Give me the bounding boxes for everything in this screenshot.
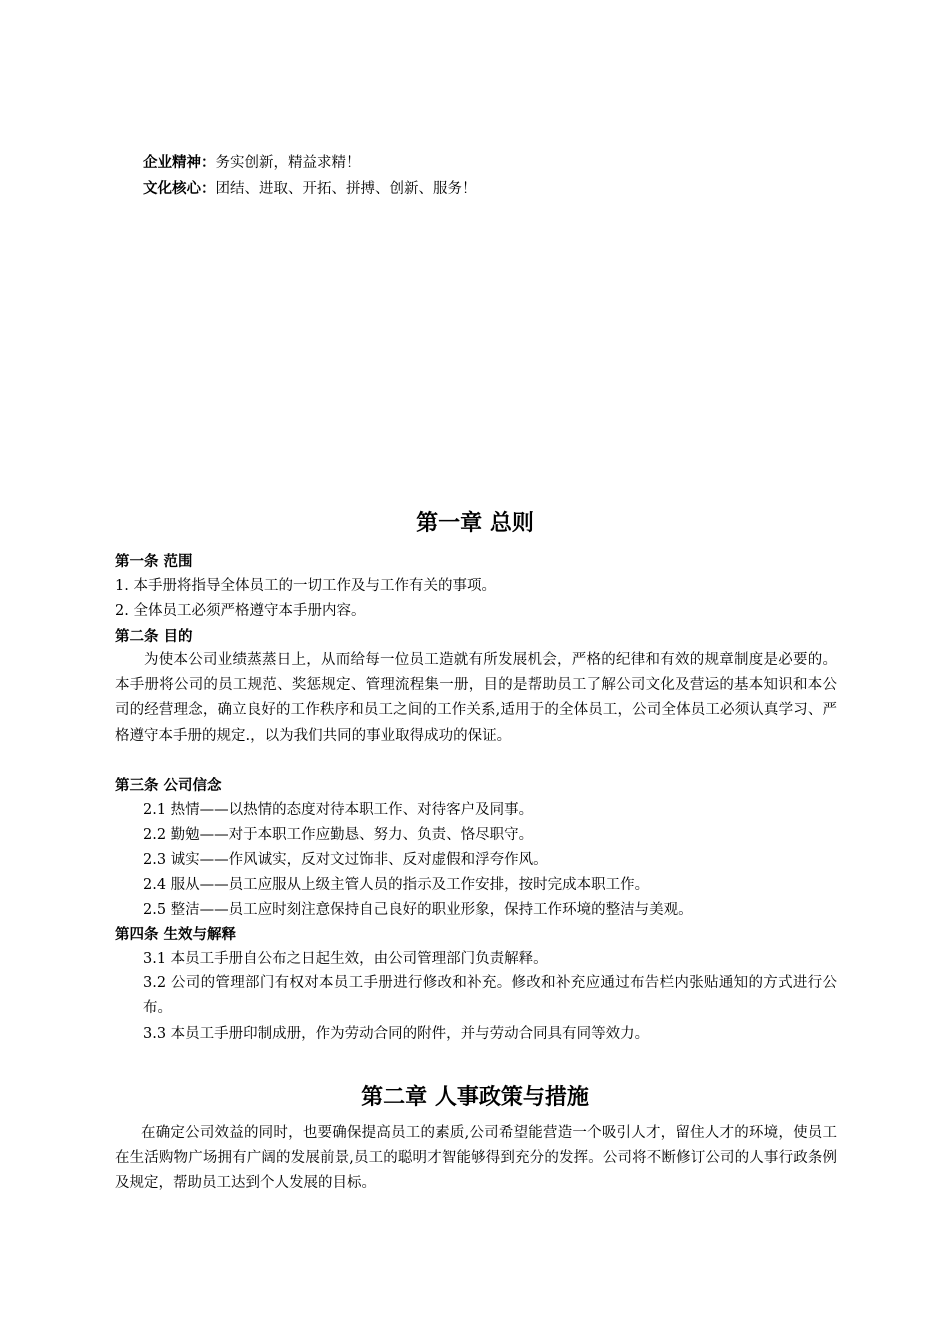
article1-item-1: 1. 本手册将指导全体员工的一切工作及与工作有关的事项。 <box>115 578 496 594</box>
chapter2-paragraph: 在确定公司效益的同时，也要确保提高员工的素质,公司希望能营造一个吸引人才，留住人才的环境，使员工在生活购物广场拥有广阔的发展前景,员工的聪明才智能够得到充分的发挥。公司将不断修订公司的人事行政条例及规定，帮助员工达到个人发展的目标。 <box>115 1125 837 1192</box>
enterprise-spirit-line <box>143 151 361 172</box>
article3-item-3: 2.3 诚实——作风诚实，反对文过饰非、反对虚假和浮夸作风。 <box>143 852 548 868</box>
culture-core-line <box>143 177 477 198</box>
article2-paragraph: 为使本公司业绩蒸蒸日上，从而给每一位员工造就有所发展机会，严格的纪律和有效的规章制度是必要的。本手册将公司的员工规范、奖惩规定、管理流程集一册，目的是帮助员工了解公司文化及营运的基本知识和本公司的经营理念，确立良好的工作秩序和员工之间的工作关系,适用于的全体员工，公司全体员工必须认真学习、严格遵守本手册的规定.，以为我们共同的事业取得成功的保证。 <box>115 652 837 744</box>
article2-heading: 第二条 目的 <box>115 629 193 645</box>
enterprise-spirit-label: 企业精神： <box>143 155 216 171</box>
article4-item-2: 3.2 公司的管理部门有权对本员工手册进行修改和补充。修改和补充应通过布告栏内张贴通知的方式进行公布。 <box>143 975 837 1016</box>
culture-core-text: 团结、进取、开拓、拼搏、创新、服务！ <box>215 181 477 197</box>
article3-item-1: 2.1 热情——以热情的态度对待本职工作、对待客户及同事。 <box>143 802 534 818</box>
chapter2-title: 第二章 人事政策与措施 <box>361 1084 589 1110</box>
article3-item-5: 2.5 整洁——员工应时刻注意保持自己良好的职业形象，保持工作环境的整洁与美观。 <box>143 902 693 918</box>
article3-item-2: 2.2 勤勉——对于本职工作应勤恳、努力、负责、恪尽职守。 <box>143 827 534 843</box>
chapter1-title: 第一章 总则 <box>416 510 534 536</box>
culture-core-label: 文化核心： <box>143 181 216 197</box>
article4-heading: 第四条 生效与解释 <box>115 927 237 943</box>
article1-heading: 第一条 范围 <box>115 554 193 570</box>
article1-item-2: 2. 全体员工必须严格遵守本手册内容。 <box>115 603 366 619</box>
article3-heading: 第三条 公司信念 <box>115 778 222 794</box>
article4-item-3: 3.3 本员工手册印制成册，作为劳动合同的附件，并与劳动合同具有同等效力。 <box>143 1026 650 1042</box>
article4-item-1: 3.1 本员工手册自公布之日起生效，由公司管理部门负责解释。 <box>143 951 548 967</box>
enterprise-spirit-text: 务实创新，精益求精！ <box>215 155 361 171</box>
article3-item-4: 2.4 服从——员工应服从上级主管人员的指示及工作安排，按时完成本职工作。 <box>143 877 650 893</box>
